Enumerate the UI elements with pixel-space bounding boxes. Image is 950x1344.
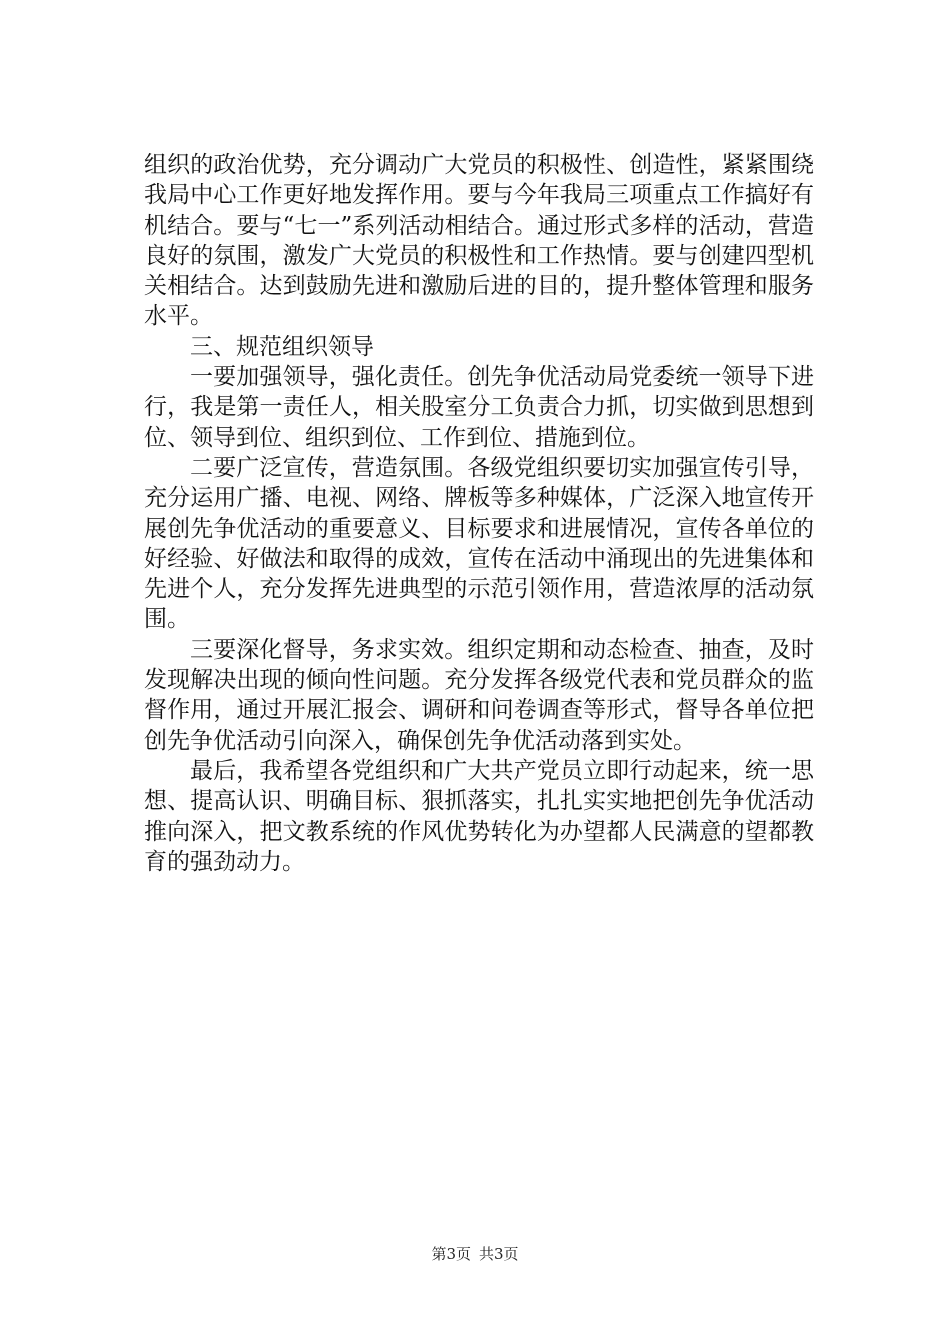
paragraph-leadership: 一要加强领导，强化责任。创先争优活动局党委统一领导下进行，我是第一责任人，相关股室分工负责合力抓，切实做到思想到位、领导到位、组织到位、工作到位、措施到位。 bbox=[144, 364, 814, 451]
page-footer bbox=[0, 1244, 950, 1264]
paragraph-conclusion: 最后，我希望各党组织和广大共产党员立即行动起来，统一思想、提高认识、明确目标、狠抓落实，扎扎实实地把创先争优活动推向深入，把文教系统的作风优势转化为办望都人民满意的望都教育的强劲动力。 bbox=[144, 757, 814, 875]
paragraph-continuation: 组织的政治优势，充分调动广大党员的积极性、创造性，紧紧围绕我局中心工作更好地发挥作用。要与今年我局三项重点工作搞好有机结合。要与“七一”系列活动相结合。通过形式多样的活动，营造良好的氛围，激发广大党员的积极性和工作热情。要与创建四型机关相结合。达到鼓励先进和激励后进的目的，提升整体管理和服务水平。 bbox=[144, 152, 814, 330]
document-body bbox=[144, 150, 814, 877]
page-total: 共3页 bbox=[479, 1245, 519, 1263]
section-heading-3: 三、规范组织领导 bbox=[190, 333, 374, 360]
paragraph-supervision: 三要深化督导，务求实效。组织定期和动态检查、抽查，及时发现解决出现的倾向性问题。充分发挥各级党代表和党员群众的监督作用，通过开展汇报会、调研和问卷调查等形式，督导各单位把创先争优活动引向深入，确保创先争优活动落到实处。 bbox=[144, 636, 814, 754]
paragraph-publicity: 二要广泛宣传，营造氛围。各级党组织要切实加强宣传引导，充分运用广播、电视、网络、牌板等多种媒体，广泛深入地宣传开展创先争优活动的重要意义、目标要求和进展情况，宣传各单位的好经验、好做法和取得的成效，宣传在活动中涌现出的先进集体和先进个人，充分发挥先进典型的示范引领作用，营造浓厚的活动氛围。 bbox=[144, 454, 814, 633]
page-number: 第3页 bbox=[431, 1245, 471, 1263]
